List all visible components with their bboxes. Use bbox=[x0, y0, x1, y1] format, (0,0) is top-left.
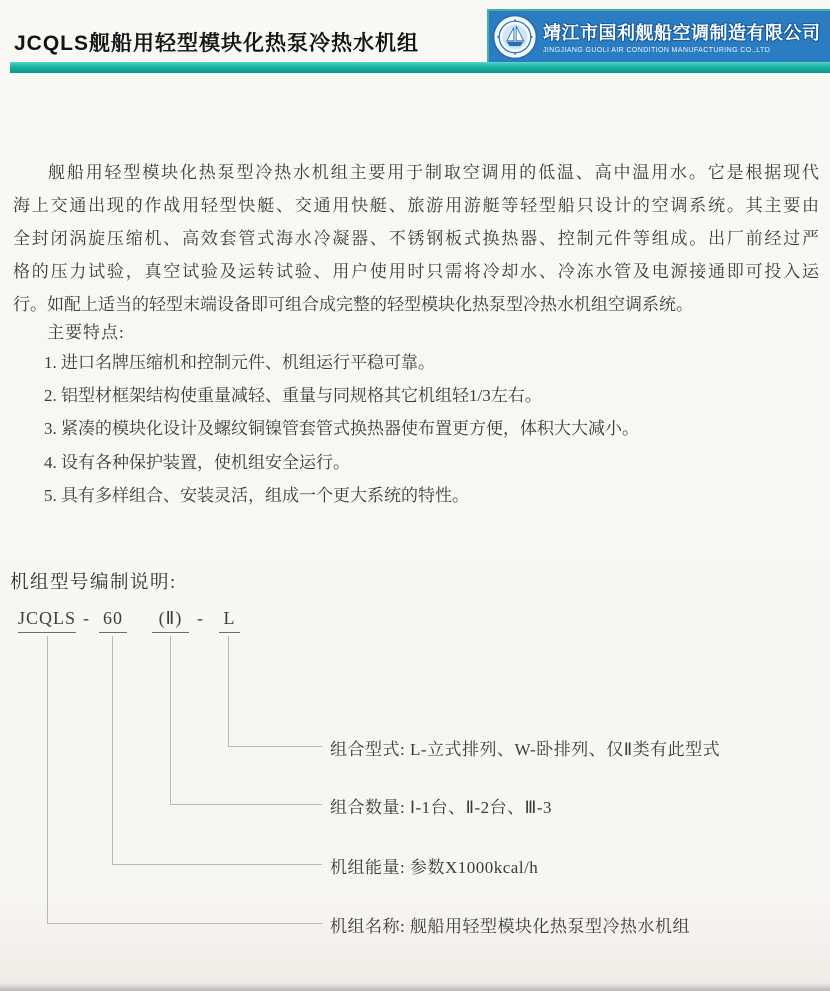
intro-line: 舰船用轻型模块化热泵型冷热水机组主要用于制取空调用的低温、高中温用水。它是根据现代 bbox=[48, 163, 819, 182]
connector-line bbox=[47, 636, 48, 923]
model-segment-series: JCQLS bbox=[18, 608, 76, 633]
model-legend-capacity: 机组能量: 参数X1000kcal/h bbox=[330, 858, 539, 877]
intro-line: 全封闭涡旋压缩机、高效套管式海水冷凝器、不锈钢板式换热器、控制元件等组成。出厂前经过严 bbox=[13, 229, 819, 248]
company-name-cn: 靖江市国利舰船空调制造有限公司 bbox=[543, 23, 821, 43]
company-name-en: JINGJIANG GUOLI AIR CONDITION MANUFACTURING CO.,LTD bbox=[543, 47, 771, 54]
page-title: JCQLS舰船用轻型模块化热泵冷热水机组 bbox=[14, 32, 420, 55]
connector-line bbox=[112, 864, 322, 865]
intro-line: 海上交通出现的作战用轻型快艇、交通用快艇、旅游用游艇等轻型船只设计的空调系统。其主要由 bbox=[13, 196, 819, 215]
intro-line: 行。如配上适当的轻型末端设备即可组合成完整的轻型模块化热泵型冷热水机组空调系统。 bbox=[13, 295, 693, 314]
features-list bbox=[44, 346, 814, 512]
intro-line: 格的压力试验，真空试验及运转试验、用户使用时只需将冷却水、冷冻水管及电源接通即可投入运 bbox=[13, 262, 819, 281]
connector-line bbox=[170, 804, 322, 805]
feature-item: 3. 紧凑的模块化设计及螺纹铜镍管套管式换热器使布置更方便，体积大大减小。 bbox=[44, 419, 639, 439]
connector-line bbox=[228, 746, 322, 747]
model-designation bbox=[0, 608, 400, 634]
teal-divider bbox=[10, 62, 830, 73]
model-segment-type: L bbox=[219, 608, 240, 633]
model-segment-quantity: (Ⅱ) bbox=[152, 608, 189, 633]
intro-paragraph bbox=[13, 156, 819, 321]
feature-item: 5. 具有多样组合、安装灵活，组成一个更大系统的特性。 bbox=[44, 485, 469, 505]
model-segment-capacity: 60 bbox=[99, 608, 127, 633]
feature-item: 4. 设有各种保护装置，使机组安全运行。 bbox=[44, 452, 350, 472]
connector-line bbox=[112, 636, 113, 864]
connector-line bbox=[170, 636, 171, 804]
model-section-heading: 机组型号编制说明: bbox=[10, 573, 177, 593]
company-banner bbox=[487, 9, 830, 62]
model-legend-quantity: 组合数量: Ⅰ-1台、Ⅱ-2台、Ⅲ-3 bbox=[330, 798, 553, 817]
features-heading: 主要特点: bbox=[47, 323, 125, 342]
model-legend-name: 机组名称: 舰船用轻型模块化热泵型冷热水机组 bbox=[330, 917, 690, 936]
connector-line bbox=[47, 923, 322, 924]
scan-edge-shadow bbox=[0, 983, 830, 991]
feature-item: 1. 进口名牌压缩机和控制元件、机组运行平稳可靠。 bbox=[44, 353, 435, 372]
company-name-block bbox=[543, 19, 821, 54]
model-dash: - bbox=[197, 608, 203, 628]
model-legend-type: 组合型式: L-立式排列、W-卧排列、仅Ⅱ类有此型式 bbox=[330, 740, 721, 759]
connector-line bbox=[228, 636, 229, 746]
ship-badge-icon bbox=[492, 14, 538, 60]
model-dash: - bbox=[83, 608, 89, 628]
feature-item: 2. 铝型材框架结构使重量减轻、重量与同规格其它机组轻1/3左右。 bbox=[44, 386, 542, 406]
